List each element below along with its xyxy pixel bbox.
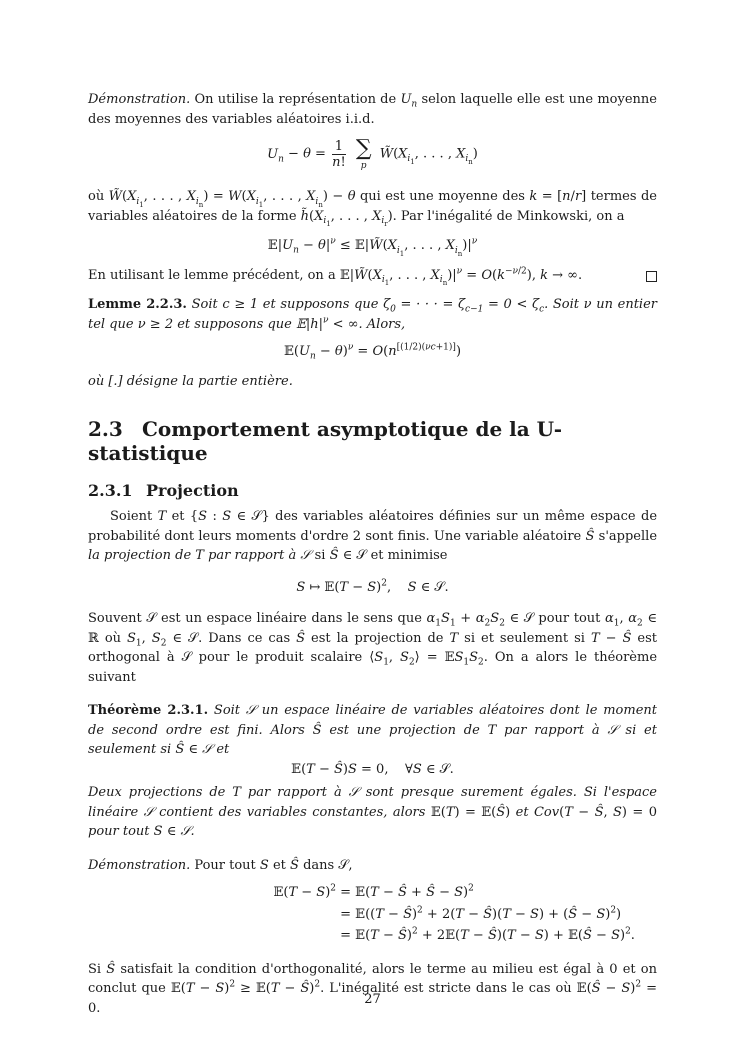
demo1-where-paragraph: où $W̃(X_{i_1}$, . . . , $X_{i_n}) = W(X_{i_1}$, . . . , $X_{i_n}) - \theta$ qui est une moyenne des k = [n/r] termes de variables aléatoires de la forme $h̃(X_{i_1}$, . . . , $X_{i_r}$). Par l'inégalité de Minkowski, on a [88, 189, 657, 228]
equation-un-representation: $U_n - \theta$ = $\frac{1}{n!}$ ∑ p $W̃(X_{i_1}$, . . . , $X_{i_n}$) [267, 136, 478, 171]
demo2-final-paragraph: Si Ŝ satisfait la condition d'orthogonalité, alors le terme au milieu est égal à 0 et on conclut que 𝔼(T − S)$^2$ ≥ 𝔼(T − Ŝ)$^2$. L'inégalité est stricte dans le cas où 𝔼(Ŝ − S)$^2$ = 0. [88, 961, 657, 1016]
equation-minkowski: $𝔼|U_n - \theta|^\nu$ ≤ $𝔼|W̃(X_{i_1}$, . . . , $X_{i_n})|^\nu$ [267, 236, 478, 258]
theorem-paragraph-2: Deux projections de T par rapport à 𝒮 sont presque surement égales. Si l'espace linéaire 𝒮 contient des variables constantes, alors 𝔼(T) = 𝔼(Ŝ) et Cov(T − Ŝ, S) = 0 pour tout S ∈ 𝒮. [88, 785, 657, 839]
demo1-label: Démonstration. [88, 92, 191, 107]
subsection-heading [88, 481, 657, 501]
equation-orthogonality: 𝔼(T − Ŝ)S = 0, ∀S ∈ 𝒮. [291, 761, 454, 777]
equation-lemma: $𝔼(U_n - \theta)^\nu = O(n[(1/2)(\nu c+1)])$ [283, 342, 462, 362]
section-number: 2.3 [88, 417, 123, 441]
page-number: 27 [364, 992, 381, 1007]
theorem-paragraph: Théorème 2.3.1. Soit 𝒮 un espace linéaire de variables aléatoires dont le moment de second ordre est fini. Alors Ŝ est une projection de T par rapport à 𝒮 si et seulement si Ŝ ∈ 𝒮 et [88, 703, 657, 757]
qed-square-icon [646, 271, 657, 282]
equation-align: 𝔼(T − S)$^2$ = 𝔼(T − Ŝ + Ŝ − S)$^2$ = 𝔼((T − Ŝ)$^2$ + 2(T − Ŝ)(T − S) + (Ŝ − S)$^2$) = 𝔼(T − Ŝ)$^2$ + 2𝔼(T − Ŝ)(T − S) + 𝔼(Ŝ − S)$^2$. [273, 883, 635, 943]
lemma-label: Lemme 2.2.3. [88, 297, 187, 312]
projection-paragraph-2: Souvent 𝒮 est un espace linéaire dans le sens que $\alpha_1S_1 + \alpha_2S_2$ ∈ 𝒮 pour tout $\alpha_1$, $\alpha_2$ ∈ ℝ où $S_1$, $S_2$ ∈ 𝒮. Dans ce cas Ŝ est la projection de T si et seulement si T − Ŝ est orthogonal à 𝒮 pour le produit scalaire $⟨S_1$, $S_2⟩$ = $𝔼S_1S_2$. On a alors le théorème suivant [88, 611, 658, 685]
section-heading [88, 417, 657, 465]
section-title: Comportement asymptotique de la U-statistique [88, 417, 563, 465]
theorem-label: Théorème 2.3.1. [88, 703, 209, 718]
demo1-conclusion: En utilisant le lemme précédent, on a $𝔼|W̃(X_{i_1}$, . . . , $X_{i_n})|^\nu = O(k^{-\nu/2})$, k → ∞. [88, 266, 657, 286]
subsection-number: 2.3.1 [88, 481, 133, 500]
lemma-footer: où [.] désigne la partie entière. [88, 373, 293, 389]
demo2-label: Démonstration. [88, 857, 191, 873]
paper-page [88, 84, 657, 1018]
projection-paragraph-1: Soient T et {S : S ∈ 𝒮} des variables aléatoires définies sur un même espace de probabilité dont leurs moments d'ordre 2 sont finis. Une variable aléatoire Ŝ s'appelle la projection de T par rapport à 𝒮 si Ŝ ∈ 𝒮 et minimise [88, 509, 658, 563]
subsection-title: Projection [146, 481, 239, 500]
demo2-paragraph: Démonstration. Pour tout S et Ŝ dans 𝒮, [88, 857, 353, 873]
lemma-paragraph: Lemme 2.2.3. Soit c ≥ 1 et supposons que $\zeta_0$ = · · · = $\zeta_{c-1} = 0 < \zeta_c$. Soit ν un entier tel que ν ≥ 2 et supposons que $𝔼|h|^\nu$ < ∞. Alors, [88, 297, 657, 332]
equation-minimise: S ↦ 𝔼(T − S)$^2$, S ∈ 𝒮. [296, 578, 449, 595]
demo1-paragraph: Démonstration. On utilise la représentation de $U_n$ selon laquelle elle est une moyenne des moyennes des variables aléatoires i.i.d. [88, 92, 657, 127]
